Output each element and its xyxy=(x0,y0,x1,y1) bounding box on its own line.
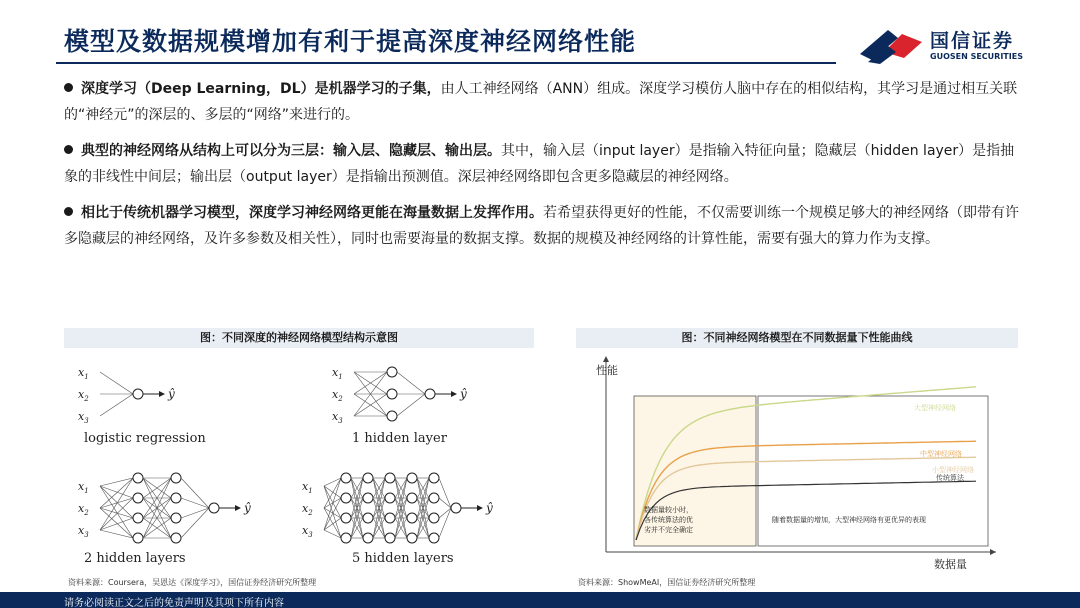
neuron-node xyxy=(387,389,397,399)
page-title: 模型及数据规模增加有利于提高深度神经网络性能 xyxy=(64,27,637,56)
network-diagram xyxy=(78,366,206,446)
x-axis-arrowhead xyxy=(990,549,996,555)
output-arrowhead xyxy=(451,391,457,397)
input-label: $x_1$ xyxy=(332,366,343,381)
connection-line xyxy=(100,530,133,538)
neuron-node xyxy=(407,533,417,543)
right-figure-source: 资料来源：ShowMeAI，国信证券经济研究所整理 xyxy=(578,578,756,587)
title-divider xyxy=(56,62,836,64)
neuron-node xyxy=(429,513,439,523)
neuron-node xyxy=(171,513,181,523)
neuron-node xyxy=(171,533,181,543)
network-diagram xyxy=(332,366,467,446)
input-label: $x_2$ xyxy=(78,388,89,403)
neuron-node xyxy=(385,533,395,543)
footer-disclaimer: 请务必阅读正文之后的免责声明及其项下所有内容 xyxy=(64,598,284,608)
bullet-text: 若希望获得更好的性能，不仅需要训练一个规模足够大的神经网络（即带有许多隐藏层的神经网络，及许多参数及相关性），同时也需要海量的数据支撑。数据的规模及神经网络的计算性能，需要有强大的算力作为支撑。 xyxy=(64,205,1019,247)
connection-line xyxy=(100,394,133,416)
neuron-node xyxy=(171,473,181,483)
neuron-node xyxy=(133,493,143,503)
input-label: $x_2$ xyxy=(78,502,89,517)
input-label: $x_1$ xyxy=(78,480,89,495)
bullet-text: 由人工神经网络（ANN）组成。深度学习模仿人脑中存在的相似结构，其学习是通过相互关联的“神经元”的深层的、多层的“网络”来进行的。 xyxy=(64,81,1018,123)
neuron-node xyxy=(171,493,181,503)
neuron-node xyxy=(429,533,439,543)
neuron-node xyxy=(341,493,351,503)
network-label: 1 hidden layer xyxy=(352,431,447,446)
network-label: 2 hidden layers xyxy=(84,551,186,566)
connection-line xyxy=(181,508,209,538)
series-label: 中型神经网络 xyxy=(920,450,962,458)
connection-line xyxy=(100,486,133,498)
connection-line xyxy=(181,498,209,508)
connection-line xyxy=(324,486,341,498)
y-axis-arrowhead xyxy=(603,356,609,362)
footer-bar xyxy=(0,592,1080,608)
connection-line xyxy=(100,518,133,530)
neuron-node xyxy=(407,473,417,483)
neuron-node xyxy=(407,513,417,523)
network-label: 5 hidden layers xyxy=(352,551,454,566)
neuron-node xyxy=(363,473,373,483)
neuron-node xyxy=(133,513,143,523)
right-figure-caption: 图：不同神经网络模型在不同数据量下性能曲线 xyxy=(576,328,1018,348)
neuron-node xyxy=(209,503,219,513)
neuron-node xyxy=(133,533,143,543)
neuron-node xyxy=(425,389,435,399)
left-figure-source: 资料来源：Coursera，吴恩达《深度学习》，国信证券经济研究所整理 xyxy=(68,578,317,587)
output-arrowhead xyxy=(235,505,241,511)
input-label: $x_2$ xyxy=(332,388,343,403)
bullet-item xyxy=(64,76,1024,128)
output-label: ŷ xyxy=(486,501,493,515)
left-figure-caption: 图：不同深度的神经网络模型结构示意图 xyxy=(64,328,534,348)
neuron-node xyxy=(429,493,439,503)
bullet-list xyxy=(64,76,1024,262)
connection-line xyxy=(100,372,133,394)
connection-line xyxy=(397,394,425,416)
connection-line xyxy=(100,478,133,530)
neuron-node xyxy=(385,493,395,503)
output-label: ŷ xyxy=(244,501,251,515)
logo-text-en: GUOSEN SECURITIES xyxy=(930,52,1023,61)
neuron-node xyxy=(363,493,373,503)
input-label: $x_2$ xyxy=(302,502,313,517)
series-label: 大型神经网络 xyxy=(914,404,956,412)
company-logo xyxy=(858,22,1058,68)
logo-text-cn: 国信证券 xyxy=(930,30,1015,52)
bullet-text: 其中，输入层（input layer）是指输入特征向量；隐藏层（hidden layer）是指抽象的非线性中间层；输出层（output layer）是指输出预测值。深层神经网络即包含更多隐藏层的神经网络。 xyxy=(64,143,1015,185)
output-arrowhead xyxy=(477,505,483,511)
input-label: $x_3$ xyxy=(78,524,89,539)
series-label: 传统算法 xyxy=(936,474,964,482)
x-axis-label: 数据量 xyxy=(934,558,967,571)
connection-line xyxy=(181,508,209,518)
connection-line xyxy=(181,478,209,508)
bullet-item xyxy=(64,200,1024,252)
connection-line xyxy=(100,486,133,538)
performance-curve-chart xyxy=(576,352,1018,580)
network-diagram xyxy=(302,473,493,566)
bullet-dot-icon xyxy=(64,207,73,216)
series-label: 小型神经网络 xyxy=(932,466,974,474)
bullet-bold: 典型的神经网络从结构上可以分为三层：输入层、隐藏层、输出层。 xyxy=(81,143,501,159)
input-label: $x_3$ xyxy=(302,524,313,539)
connection-line xyxy=(397,372,425,394)
neuron-node xyxy=(387,367,397,377)
network-diagram xyxy=(78,473,251,566)
neuron-node xyxy=(385,513,395,523)
neuron-node xyxy=(363,513,373,523)
connection-line xyxy=(324,518,341,530)
bullet-bold: 相比于传统机器学习模型，深度学习神经网络更能在海量数据上发挥作用。 xyxy=(81,205,543,221)
neuron-node xyxy=(341,513,351,523)
neuron-node xyxy=(133,473,143,483)
bullet-dot-icon xyxy=(64,145,73,154)
connection-line xyxy=(439,508,451,538)
neuron-node xyxy=(341,473,351,483)
input-label: $x_3$ xyxy=(332,410,343,425)
connection-line xyxy=(100,478,133,486)
bullet-bold: 深度学习（Deep Learning，DL）是机器学习的子集， xyxy=(81,81,441,97)
y-axis-label: 性能 xyxy=(596,364,618,377)
note-large-data: 随着数据量的增加，大型神经网络有更优异的表现 xyxy=(772,516,926,524)
neuron-node xyxy=(429,473,439,483)
input-label: $x_1$ xyxy=(78,366,89,381)
output-label: ŷ xyxy=(460,387,467,401)
neuron-node xyxy=(341,533,351,543)
neuron-node xyxy=(133,389,143,399)
note-small-data: 数据量较小时，各传统算法的优劣并不完全确定 xyxy=(644,506,693,534)
input-label: $x_3$ xyxy=(78,410,89,425)
connection-line xyxy=(439,478,451,508)
output-arrowhead xyxy=(159,391,165,397)
output-label: ŷ xyxy=(168,387,175,401)
network-label: logistic regression xyxy=(84,431,206,446)
bullet-dot-icon xyxy=(64,83,73,92)
bullet-item xyxy=(64,138,1024,190)
neuron-node xyxy=(385,473,395,483)
network-structure-diagram xyxy=(64,352,534,572)
neuron-node xyxy=(387,411,397,421)
neuron-node xyxy=(407,493,417,503)
neuron-node xyxy=(451,503,461,513)
input-label: $x_1$ xyxy=(302,480,313,495)
neuron-node xyxy=(363,533,373,543)
guosen-logo-icon xyxy=(858,24,924,64)
